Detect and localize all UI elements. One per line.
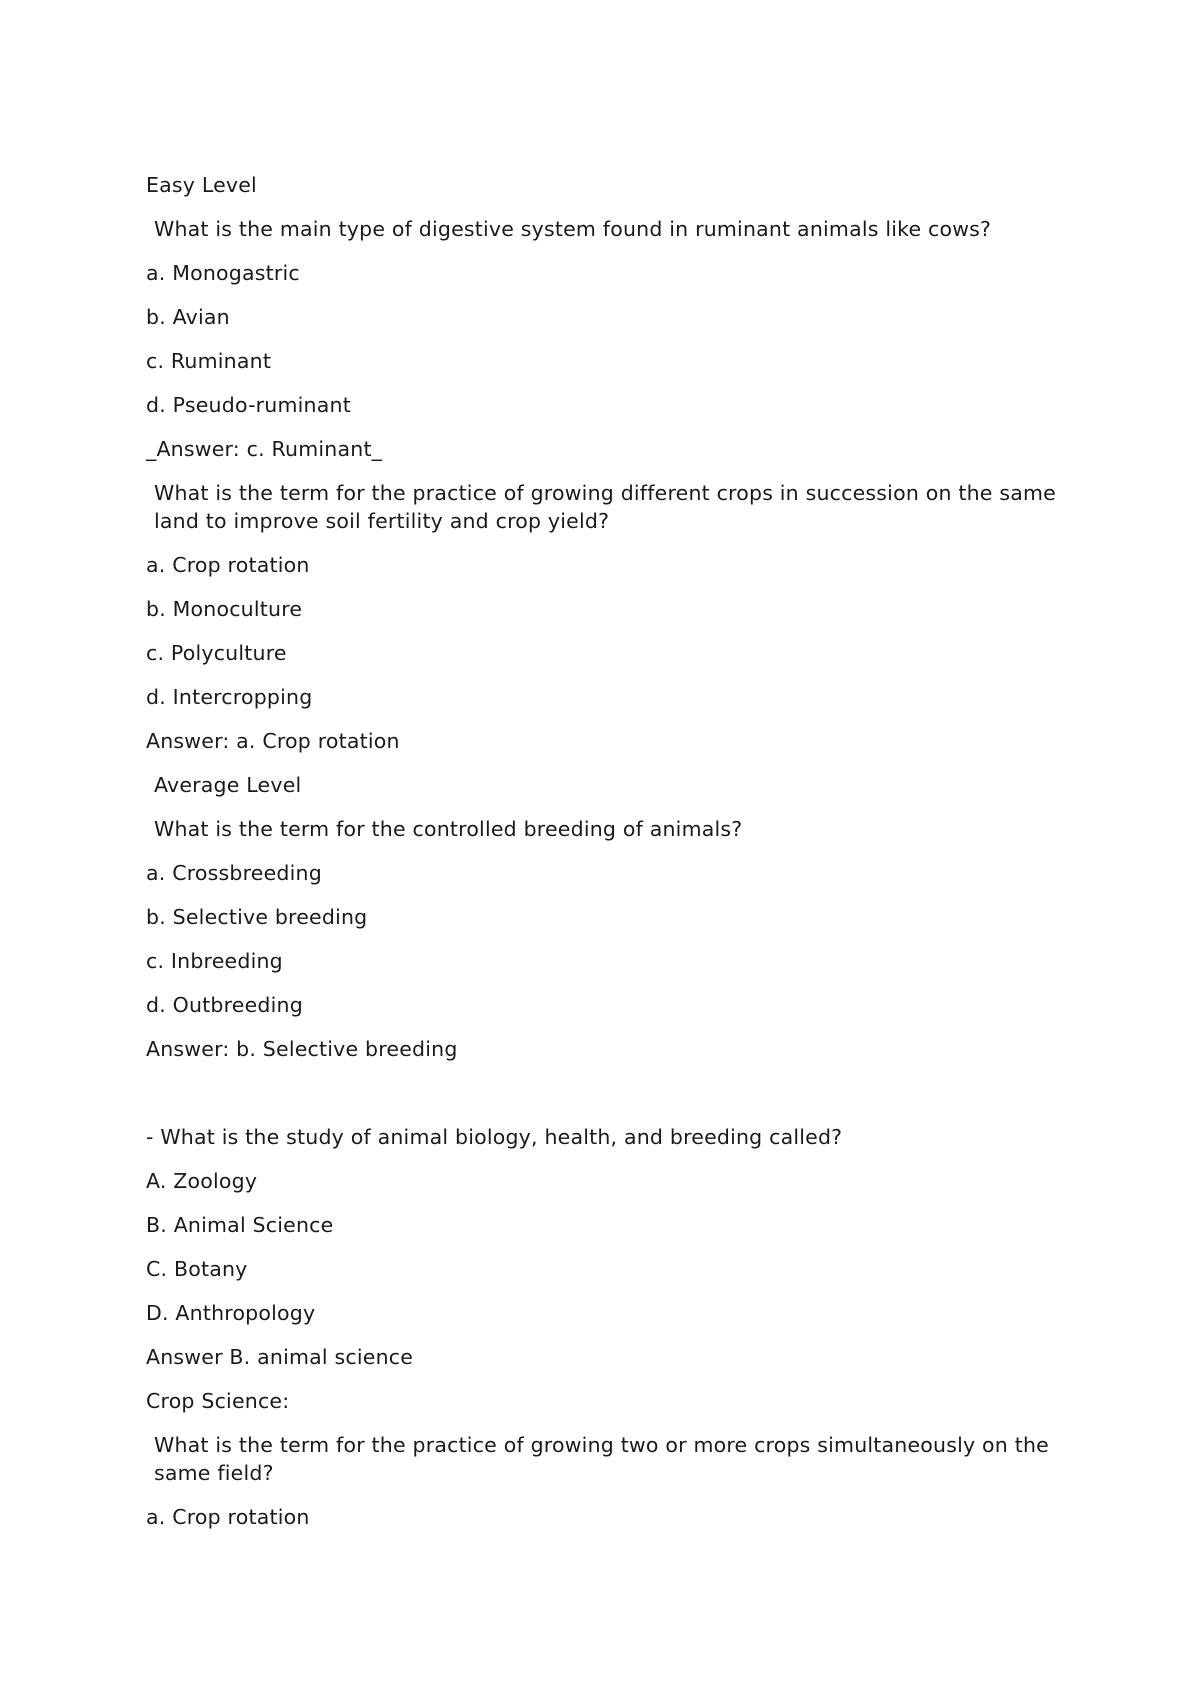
option-1b: b. Avian: [146, 305, 230, 329]
option-1c: c. Ruminant: [146, 349, 272, 373]
question-5: What is the term for the practice of growing two or more crops simultaneously on the same field?: [154, 1433, 1056, 1485]
option-4d: D. Anthropology: [146, 1301, 316, 1325]
option-1a: a. Monogastric: [146, 261, 300, 285]
question-3: What is the term for the controlled breeding of animals?: [154, 817, 743, 841]
question-4: - What is the study of animal biology, health, and breeding called?: [146, 1125, 843, 1149]
question-2: What is the term for the practice of growing different crops in succession on the same land to improve soil fertility and crop yield?: [154, 481, 1063, 533]
option-4a: A. Zoology: [146, 1169, 258, 1193]
option-2b: b. Monoculture: [146, 597, 303, 621]
answer-4: Answer B. animal science: [146, 1345, 414, 1369]
answer-2: Answer: a. Crop rotation: [146, 729, 400, 753]
option-2d: d. Intercropping: [146, 685, 313, 709]
option-3a: a. Crossbreeding: [146, 861, 322, 885]
blank-line-spacer: [146, 1079, 1076, 1123]
option-3c: c. Inbreeding: [146, 949, 283, 973]
option-3d: d. Outbreeding: [146, 993, 303, 1017]
option-2a: a. Crop rotation: [146, 553, 310, 577]
option-5a: a. Crop rotation: [146, 1505, 310, 1529]
answer-3: Answer: b. Selective breeding: [146, 1037, 458, 1061]
option-1d: d. Pseudo-ruminant: [146, 393, 351, 417]
option-4c: C. Botany: [146, 1257, 248, 1281]
option-4b: B. Animal Science: [146, 1213, 334, 1237]
option-3b: b. Selective breeding: [146, 905, 368, 929]
answer-1: _Answer: c. Ruminant_: [146, 437, 383, 461]
document-body: [146, 171, 1076, 1547]
option-2c: c. Polyculture: [146, 641, 287, 665]
section-heading-average: Average Level: [154, 773, 302, 797]
section-heading-crop-science: Crop Science:: [146, 1389, 290, 1413]
section-heading-easy: Easy Level: [146, 173, 257, 197]
question-1: What is the main type of digestive system found in ruminant animals like cows?: [154, 217, 992, 241]
